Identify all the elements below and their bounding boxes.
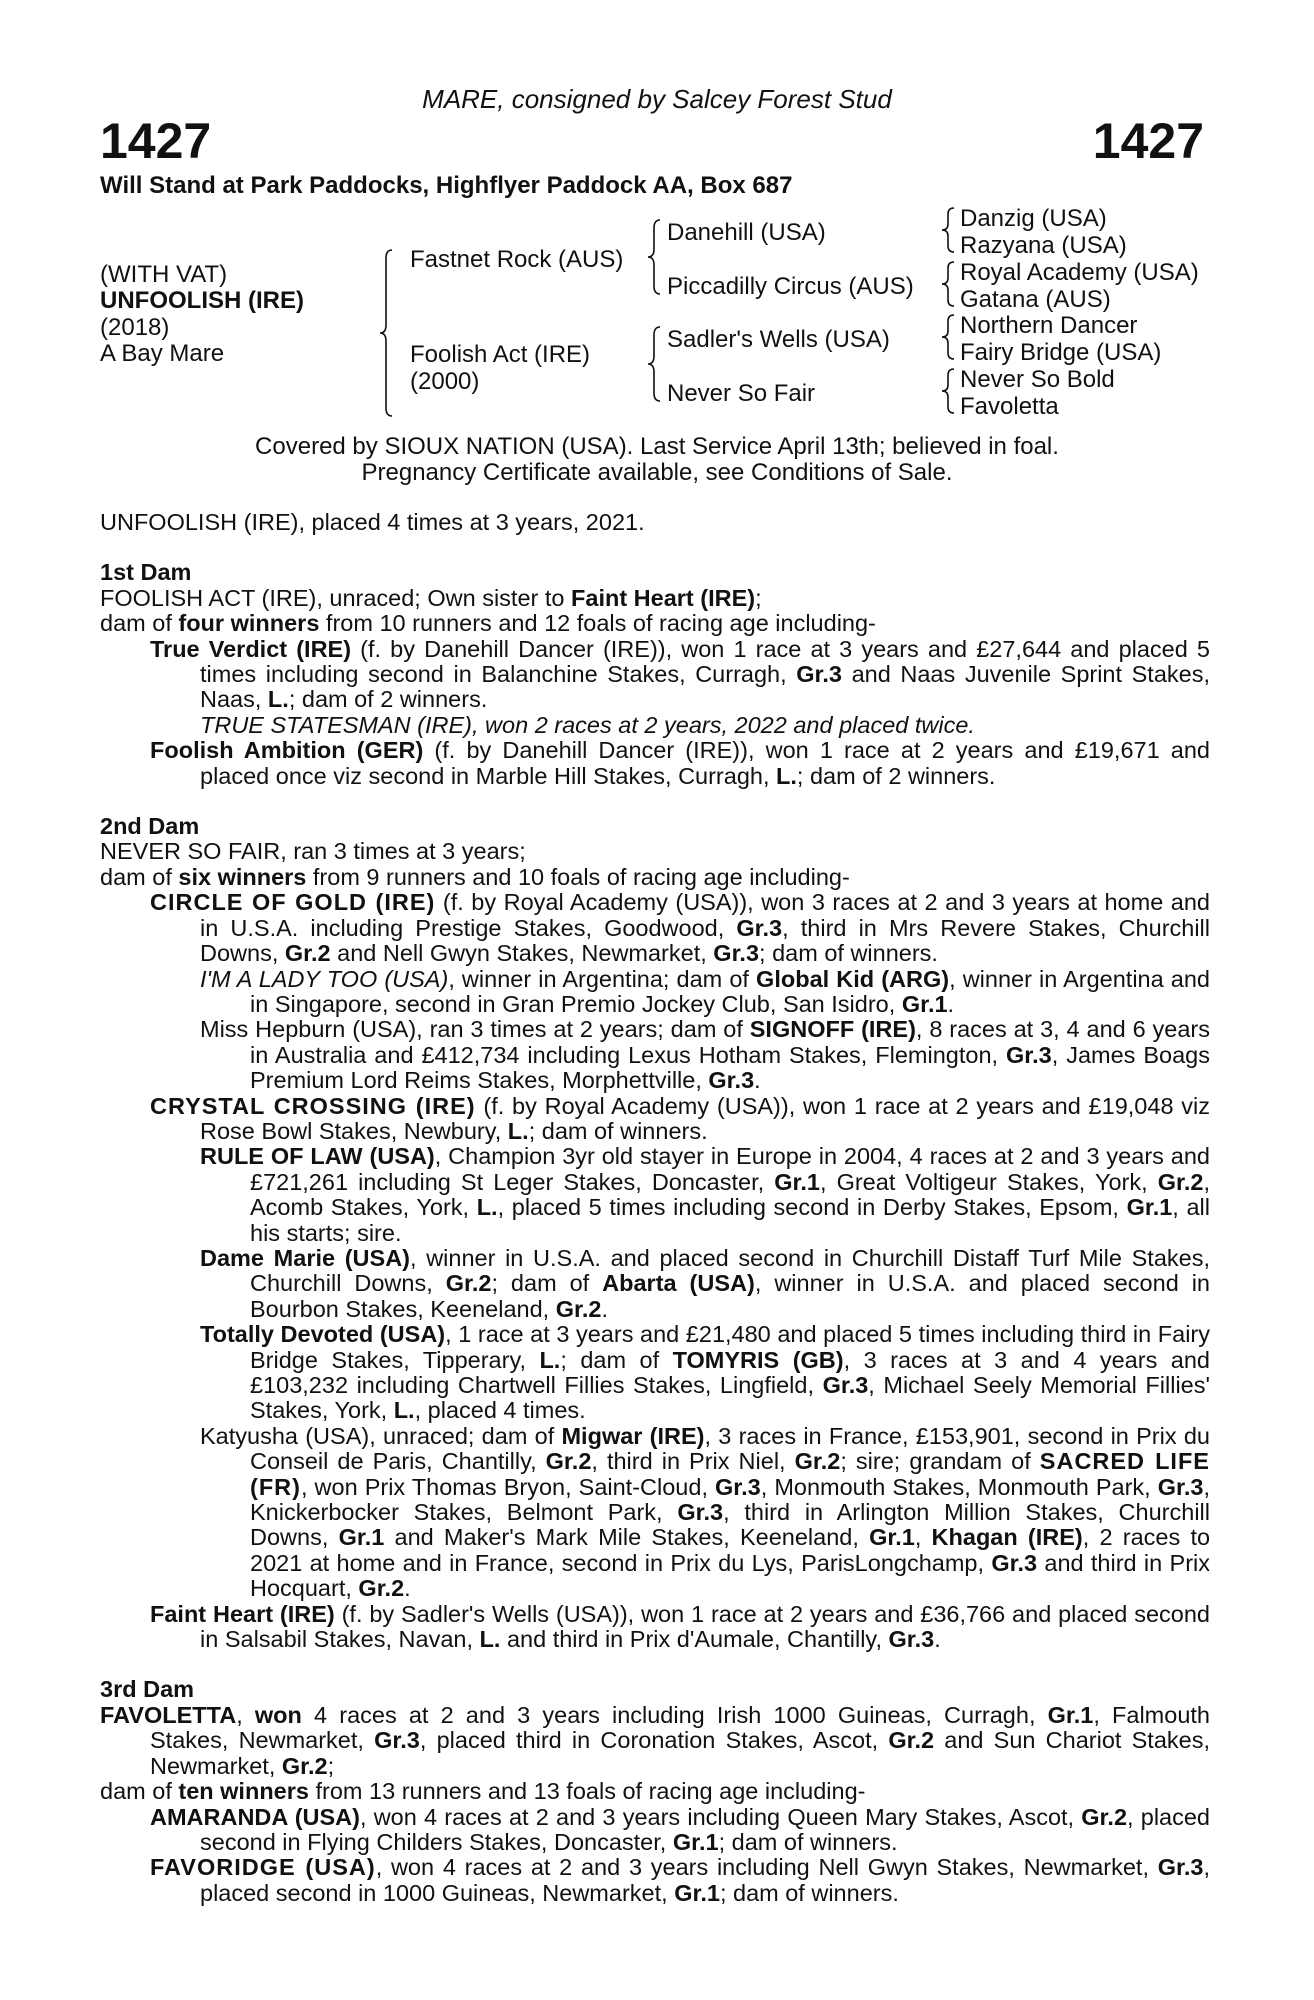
ancestor-7: Never So Bold (960, 366, 1115, 393)
vat-note: (WITH VAT) (100, 261, 228, 288)
horse-year: (2018) (100, 314, 170, 341)
ancestor-5: Northern Dancer (960, 312, 1138, 339)
consignment-line: MARE, consigned by Salcey Forest Stud (422, 84, 892, 114)
bracket-g2 (942, 262, 954, 306)
horse-name: UNFOOLISH (IRE) (100, 287, 304, 314)
sire-dam: Piccadilly Circus (AUS) (667, 273, 914, 300)
third-dam-description: FAVOLETTA, won 4 races at 2 and 3 years including Irish 1000 Guineas, Curragh, Gr.1, Falmouth Stakes, Newmarket, Gr.3, placed third in Coronation Stakes, Ascot, Gr.2 and Sun Chariot Stakes, Newmarket, Gr.2; (100, 1701, 1211, 1779)
produce-entry: True Verdict (IRE) (f. by Danehill Dancer (IRE)), won 1 race at 3 years and £27,644 and placed 5 times including second in Balanchine Stakes, Curragh, Gr.3 and Naas Juvenile Sprint Stakes, Naas, L.; dam of 2 winners. (150, 635, 1210, 713)
produce-entry: AMARANDA (USA), won 4 races at 2 and 3 years including Queen Mary Stakes, Ascot, Gr.2, placed second in Flying Childers Stakes, Doncaster, Gr.1; dam of winners. (150, 1803, 1210, 1855)
dam-dam: Never So Fair (667, 380, 816, 407)
first-dam-heading: 1st Dam (100, 559, 192, 586)
catalogue-body (100, 510, 1210, 1906)
first-dam-produce-summary: dam of four winners from 10 runners and 12 foals of racing age including- (100, 610, 876, 637)
ancestor-4: Gatana (AUS) (960, 286, 1111, 313)
produce-entry: CIRCLE OF GOLD (IRE) (f. by Royal Academy (USA)), won 3 races at 2 and 3 years at home and in U.S.A. including Prestige Stakes, Goodwood, Gr.3, third in Mrs Revere Stakes, Churchill Downs, Gr.2 and Nell Gwyn Stakes, Newmarket, Gr.3; dam of winners. (150, 889, 1210, 967)
bracket-g1 (942, 208, 954, 252)
produce-entry: Foolish Ambition (GER) (f. by Danehill Dancer (IRE)), won 1 race at 2 years and £19,671 and placed once viz second in Marble Hill Stakes, Curragh, L.; dam of 2 winners. (150, 737, 1210, 789)
bracket-main (380, 250, 392, 416)
ancestor-6: Fairy Bridge (USA) (960, 339, 1162, 366)
dam-sire: Sadler's Wells (USA) (667, 326, 890, 353)
produce-entry: TRUE STATESMAN (IRE), won 2 races at 2 years, 2022 and placed twice. (200, 711, 975, 738)
covering-line-1: Covered by SIOUX NATION (USA). Last Service April 13th; believed in foal. (255, 433, 1059, 460)
lot-number-right: 1427 (1092, 113, 1204, 169)
bracket-dam (648, 327, 660, 401)
covering-line-2: Pregnancy Certificate available, see Conditions of Sale. (361, 459, 953, 486)
ancestor-3: Royal Academy (USA) (960, 259, 1199, 286)
bracket-g4 (942, 369, 954, 413)
bracket-sire (648, 220, 660, 294)
produce-entry: Faint Heart (IRE) (f. by Sadler's Wells (USA)), won 1 race at 2 years and £36,766 and placed second in Salsabil Stakes, Navan, L. and third in Prix d'Aumale, Chantilly, Gr.3. (150, 1600, 1210, 1653)
dam-year: (2000) (410, 368, 480, 395)
horse-description: A Bay Mare (100, 340, 225, 367)
ancestor-1: Danzig (USA) (960, 205, 1107, 232)
ancestor-2: Razyana (USA) (960, 232, 1127, 259)
second-dam-heading: 2nd Dam (100, 813, 200, 840)
third-dam-heading: 3rd Dam (100, 1676, 195, 1703)
ancestor-8: Favoletta (960, 393, 1059, 420)
third-dam-produce-summary: dam of ten winners from 13 runners and 13 foals of racing age including- (100, 1778, 866, 1805)
intro-line: UNFOOLISH (IRE), placed 4 times at 3 years, 2021. (100, 509, 645, 535)
produce-entry: CRYSTAL CROSSING (IRE) (f. by Royal Academy (USA)), won 1 race at 2 years and £19,048 viz Rose Bowl Stakes, Newbury, L.; dam of winners. (150, 1092, 1210, 1144)
dam: Foolish Act (IRE) (410, 341, 591, 368)
standing-location: Will Stand at Park Paddocks, Highflyer Paddock AA, Box 687 (100, 172, 793, 199)
second-dam-description: NEVER SO FAIR, ran 3 times at 3 years; (100, 838, 526, 865)
bracket-g3 (942, 315, 954, 359)
produce-entry: Miss Hepburn (USA), ran 3 times at 2 years; dam of SIGNOFF (IRE), 8 races at 3, 4 and 6 years in Australia and £412,734 including Lexus Hotham Stakes, Flemington, Gr.3, James Boags Premium Lord Reims Stakes, Morphettville, Gr.3. (200, 1016, 1210, 1094)
produce-entry: FAVORIDGE (USA), won 4 races at 2 and 3 years including Nell Gwyn Stakes, Newmarket, Gr.3, placed second in 1000 Guineas, Newmarket, Gr.1; dam of winners. (150, 1854, 1210, 1906)
sire-sire: Danehill (USA) (667, 219, 826, 246)
produce-entry: RULE OF LAW (USA), Champion 3yr old stayer in Europe in 2004, 4 races at 2 and 3 years and £721,261 including St Leger Stakes, Doncaster, Gr.1, Great Voltigeur Stakes, York, Gr.2, Acomb Stakes, York, L., placed 5 times including second in Derby Stakes, Epsom, Gr.1, all his starts; sire. (200, 1143, 1210, 1246)
produce-entry: I'M A LADY TOO (USA), winner in Argentina; dam of Global Kid (ARG), winner in Argentina and in Singapore, second in Gran Premio Jockey Club, San Isidro, Gr.1. (200, 965, 1210, 1017)
produce-entry: Dame Marie (USA), winner in U.S.A. and placed second in Churchill Distaff Turf Mile Stakes, Churchill Downs, Gr.2; dam of Abarta (USA), winner in U.S.A. and placed second in Bourbon Stakes, Keeneland, Gr.2. (200, 1244, 1211, 1322)
produce-entry: Katyusha (USA), unraced; dam of Migwar (IRE), 3 races in France, £153,901, second in Prix du Conseil de Paris, Chantilly, Gr.2, third in Prix Niel, Gr.2; sire; grandam of SACRED LIFE (FR), won Prix Thomas Bryon, Saint-Cloud, Gr.3, Monmouth Stakes, Monmouth Park, Gr.3, Knickerbocker Stakes, Belmont Park, Gr.3, third in Arlington Million Stakes, Churchill Downs, Gr.1 and Maker's Mark Mile Stakes, Keeneland, Gr.1, Khagan (IRE), 2 races to 2021 at home and in France, second in Prix du Lys, ParisLongchamp, Gr.3 and third in Prix Hocquart, Gr.2. (200, 1422, 1211, 1602)
first-dam-description: FOOLISH ACT (IRE), unraced; Own sister to Faint Heart (IRE); (100, 584, 762, 611)
lot-number-left: 1427 (100, 113, 212, 169)
second-dam-produce-summary: dam of six winners from 9 runners and 10 foals of racing age including- (100, 863, 850, 890)
sire: Fastnet Rock (AUS) (410, 246, 624, 273)
produce-entry: Totally Devoted (USA), 1 race at 3 years and £21,480 and placed 5 times including third in Fairy Bridge Stakes, Tipperary, L.; dam of TOMYRIS (GB), 3 races at 3 and 4 years and £103,232 including Chartwell Fillies Stakes, Lingfield, Gr.3, Michael Seely Memorial Fillies' Stakes, York, L., placed 4 times. (200, 1321, 1210, 1424)
covering-note (0, 434, 1314, 486)
pedigree-brackets (0, 0, 1314, 440)
